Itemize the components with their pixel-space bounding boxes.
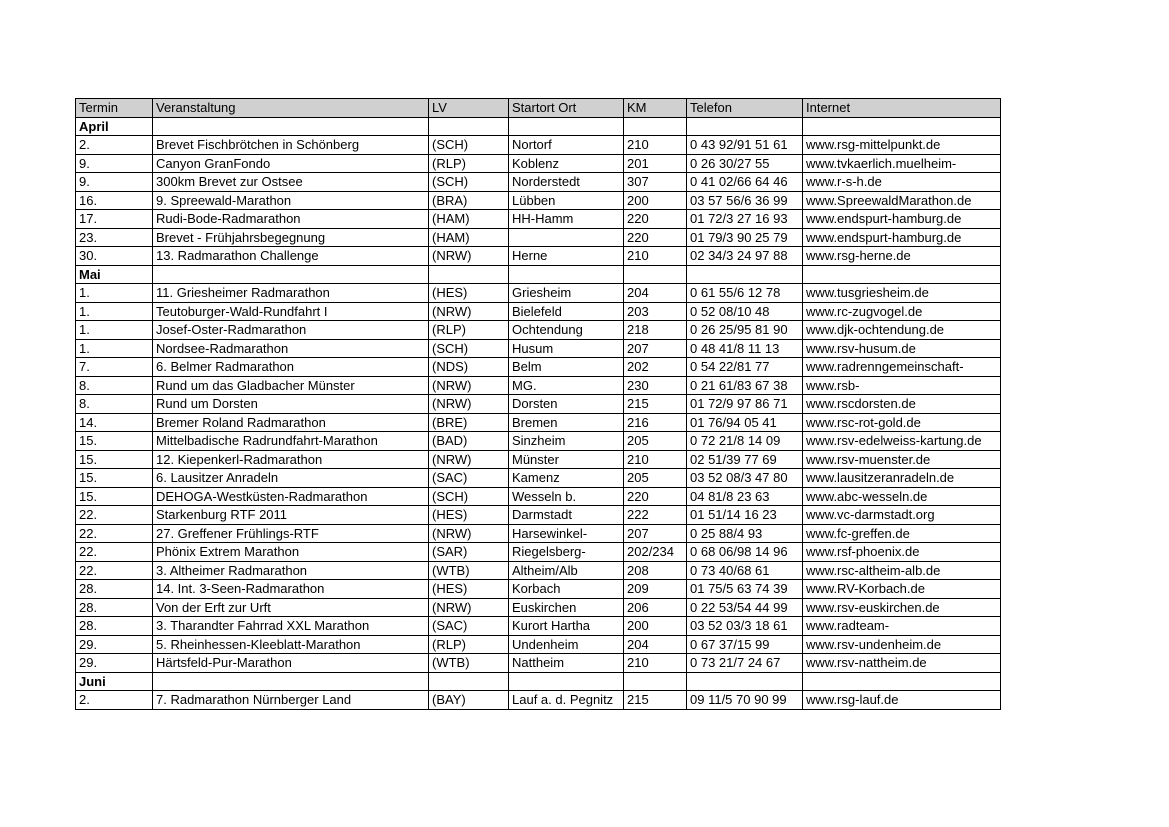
km-cell: 216 xyxy=(624,413,687,432)
telefon-cell: 0 25 88/4 93 xyxy=(687,524,803,543)
internet-cell: www.radteam- xyxy=(803,617,1001,636)
termin-cell: 2. xyxy=(76,691,153,710)
startort-cell: Kamenz xyxy=(509,469,624,488)
internet-cell: www.rsv-euskirchen.de xyxy=(803,598,1001,617)
startort-cell: Lauf a. d. Pegnitz xyxy=(509,691,624,710)
telefon-cell: 0 43 92/91 51 61 xyxy=(687,136,803,155)
startort-cell: Harsewinkel- xyxy=(509,524,624,543)
km-cell: 210 xyxy=(624,450,687,469)
startort-cell: Bremen xyxy=(509,413,624,432)
empty-cell xyxy=(429,117,509,136)
table-row xyxy=(76,228,1001,247)
internet-cell: www.vc-darmstadt.org xyxy=(803,506,1001,525)
telefon-cell: 0 68 06/98 14 96 xyxy=(687,543,803,562)
km-cell: 210 xyxy=(624,654,687,673)
veranstaltung-cell: 3. Altheimer Radmarathon xyxy=(153,561,429,580)
lv-cell: (BAD) xyxy=(429,432,509,451)
termin-cell: 14. xyxy=(76,413,153,432)
veranstaltung-cell: 3. Tharandter Fahrrad XXL Marathon xyxy=(153,617,429,636)
km-cell: 230 xyxy=(624,376,687,395)
lv-cell: (NRW) xyxy=(429,247,509,266)
column-header-km: KM xyxy=(624,99,687,118)
telefon-cell: 0 67 37/15 99 xyxy=(687,635,803,654)
lv-cell: (NDS) xyxy=(429,358,509,377)
startort-cell: Wesseln b. xyxy=(509,487,624,506)
veranstaltung-cell: Rund um das Gladbacher Münster xyxy=(153,376,429,395)
veranstaltung-cell: Rudi-Bode-Radmarathon xyxy=(153,210,429,229)
termin-cell: 22. xyxy=(76,543,153,562)
internet-cell: www.rsg-herne.de xyxy=(803,247,1001,266)
internet-cell: www.tusgriesheim.de xyxy=(803,284,1001,303)
table-row xyxy=(76,247,1001,266)
termin-cell: 15. xyxy=(76,487,153,506)
telefon-cell: 01 72/3 27 16 93 xyxy=(687,210,803,229)
telefon-cell: 0 48 41/8 11 13 xyxy=(687,339,803,358)
internet-cell: www.rsv-edelweiss-kartung.de xyxy=(803,432,1001,451)
telefon-cell: 0 22 53/54 44 99 xyxy=(687,598,803,617)
internet-cell: www.tvkaerlich.muelheim- xyxy=(803,154,1001,173)
telefon-cell: 02 34/3 24 97 88 xyxy=(687,247,803,266)
telefon-cell: 0 41 02/66 64 46 xyxy=(687,173,803,192)
termin-cell: 22. xyxy=(76,506,153,525)
startort-cell: Darmstadt xyxy=(509,506,624,525)
termin-cell: 30. xyxy=(76,247,153,266)
lv-cell: (RLP) xyxy=(429,635,509,654)
month-label: April xyxy=(76,117,153,136)
internet-cell: www.rsg-lauf.de xyxy=(803,691,1001,710)
startort-cell: MG. xyxy=(509,376,624,395)
startort-cell: Sinzheim xyxy=(509,432,624,451)
internet-cell: www.rsf-phoenix.de xyxy=(803,543,1001,562)
startort-cell: Nattheim xyxy=(509,654,624,673)
internet-cell: www.rsv-husum.de xyxy=(803,339,1001,358)
km-cell: 220 xyxy=(624,228,687,247)
lv-cell: (NRW) xyxy=(429,395,509,414)
table-body xyxy=(76,117,1001,709)
termin-cell: 28. xyxy=(76,598,153,617)
termin-cell: 23. xyxy=(76,228,153,247)
veranstaltung-cell: Canyon GranFondo xyxy=(153,154,429,173)
telefon-cell: 0 21 61/83 67 38 xyxy=(687,376,803,395)
table-row xyxy=(76,598,1001,617)
empty-cell xyxy=(509,672,624,691)
table-row xyxy=(76,191,1001,210)
lv-cell: (SCH) xyxy=(429,339,509,358)
telefon-cell: 01 72/9 97 86 71 xyxy=(687,395,803,414)
termin-cell: 8. xyxy=(76,395,153,414)
lv-cell: (BRA) xyxy=(429,191,509,210)
veranstaltung-cell: 6. Belmer Radmarathon xyxy=(153,358,429,377)
table-row xyxy=(76,376,1001,395)
empty-cell xyxy=(803,117,1001,136)
km-cell: 205 xyxy=(624,469,687,488)
lv-cell: (HAM) xyxy=(429,228,509,247)
startort-cell: Belm xyxy=(509,358,624,377)
table-row xyxy=(76,302,1001,321)
termin-cell: 29. xyxy=(76,635,153,654)
termin-cell: 7. xyxy=(76,358,153,377)
startort-cell: Husum xyxy=(509,339,624,358)
veranstaltung-cell: Brevet - Frühjahrsbegegnung xyxy=(153,228,429,247)
internet-cell: www.rsc-rot-gold.de xyxy=(803,413,1001,432)
table-row xyxy=(76,413,1001,432)
internet-cell: www.rsv-muenster.de xyxy=(803,450,1001,469)
veranstaltung-cell: 7. Radmarathon Nürnberger Land xyxy=(153,691,429,710)
startort-cell: Riegelsberg- xyxy=(509,543,624,562)
km-cell: 204 xyxy=(624,284,687,303)
startort-cell: Undenheim xyxy=(509,635,624,654)
termin-cell: 15. xyxy=(76,450,153,469)
internet-cell: www.rsb- xyxy=(803,376,1001,395)
table-row xyxy=(76,506,1001,525)
km-cell: 210 xyxy=(624,136,687,155)
termin-cell: 2. xyxy=(76,136,153,155)
table-row xyxy=(76,617,1001,636)
internet-cell: www.fc-greffen.de xyxy=(803,524,1001,543)
veranstaltung-cell: Josef-Oster-Radmarathon xyxy=(153,321,429,340)
veranstaltung-cell: 6. Lausitzer Anradeln xyxy=(153,469,429,488)
internet-cell: www.RV-Korbach.de xyxy=(803,580,1001,599)
veranstaltung-cell: 5. Rheinhessen-Kleeblatt-Marathon xyxy=(153,635,429,654)
internet-cell: www.radrenngemeinschaft- xyxy=(803,358,1001,377)
table-row xyxy=(76,450,1001,469)
empty-cell xyxy=(429,265,509,284)
lv-cell: (WTB) xyxy=(429,561,509,580)
telefon-cell: 01 51/14 16 23 xyxy=(687,506,803,525)
telefon-cell: 0 54 22/81 77 xyxy=(687,358,803,377)
termin-cell: 29. xyxy=(76,654,153,673)
termin-cell: 22. xyxy=(76,561,153,580)
km-cell: 200 xyxy=(624,191,687,210)
km-cell: 202/234 xyxy=(624,543,687,562)
internet-cell: www.r-s-h.de xyxy=(803,173,1001,192)
internet-cell: www.rsv-undenheim.de xyxy=(803,635,1001,654)
table-header-row xyxy=(76,99,1001,118)
table-row xyxy=(76,154,1001,173)
empty-cell xyxy=(803,672,1001,691)
km-cell: 203 xyxy=(624,302,687,321)
termin-cell: 28. xyxy=(76,617,153,636)
termin-cell: 1. xyxy=(76,321,153,340)
table-row xyxy=(76,635,1001,654)
veranstaltung-cell: Brevet Fischbrötchen in Schönberg xyxy=(153,136,429,155)
veranstaltung-cell: 300km Brevet zur Ostsee xyxy=(153,173,429,192)
lv-cell: (SAC) xyxy=(429,617,509,636)
startort-cell: Münster xyxy=(509,450,624,469)
table-row xyxy=(76,580,1001,599)
lv-cell: (BRE) xyxy=(429,413,509,432)
empty-cell xyxy=(624,672,687,691)
internet-cell: www.rsc-altheim-alb.de xyxy=(803,561,1001,580)
month-label: Juni xyxy=(76,672,153,691)
empty-cell xyxy=(429,672,509,691)
lv-cell: (HES) xyxy=(429,580,509,599)
veranstaltung-cell: Mittelbadische Radrundfahrt-Marathon xyxy=(153,432,429,451)
table-row xyxy=(76,173,1001,192)
km-cell: 307 xyxy=(624,173,687,192)
month-header-row xyxy=(76,672,1001,691)
km-cell: 210 xyxy=(624,247,687,266)
telefon-cell: 03 52 03/3 18 61 xyxy=(687,617,803,636)
veranstaltung-cell: Teutoburger-Wald-Rundfahrt I xyxy=(153,302,429,321)
telefon-cell: 0 52 08/10 48 xyxy=(687,302,803,321)
termin-cell: 1. xyxy=(76,339,153,358)
lv-cell: (BAY) xyxy=(429,691,509,710)
veranstaltung-cell: 11. Griesheimer Radmarathon xyxy=(153,284,429,303)
termin-cell: 15. xyxy=(76,469,153,488)
telefon-cell: 0 26 25/95 81 90 xyxy=(687,321,803,340)
lv-cell: (NRW) xyxy=(429,376,509,395)
telefon-cell: 0 72 21/8 14 09 xyxy=(687,432,803,451)
empty-cell xyxy=(153,265,429,284)
lv-cell: (HAM) xyxy=(429,210,509,229)
km-cell: 215 xyxy=(624,395,687,414)
lv-cell: (HES) xyxy=(429,284,509,303)
table-row xyxy=(76,469,1001,488)
startort-cell: Lübben xyxy=(509,191,624,210)
empty-cell xyxy=(509,117,624,136)
table-row xyxy=(76,395,1001,414)
km-cell: 207 xyxy=(624,524,687,543)
termin-cell: 15. xyxy=(76,432,153,451)
event-table xyxy=(75,98,1001,710)
startort-cell: Koblenz xyxy=(509,154,624,173)
month-header-row xyxy=(76,117,1001,136)
table-row xyxy=(76,691,1001,710)
column-header-startort: Startort Ort xyxy=(509,99,624,118)
column-header-termin: Termin xyxy=(76,99,153,118)
table-row xyxy=(76,543,1001,562)
table-row xyxy=(76,284,1001,303)
lv-cell: (NRW) xyxy=(429,598,509,617)
veranstaltung-cell: Starkenburg RTF 2011 xyxy=(153,506,429,525)
table-row xyxy=(76,136,1001,155)
km-cell: 206 xyxy=(624,598,687,617)
internet-cell: www.rsv-nattheim.de xyxy=(803,654,1001,673)
termin-cell: 1. xyxy=(76,284,153,303)
km-cell: 220 xyxy=(624,487,687,506)
startort-cell: Norderstedt xyxy=(509,173,624,192)
telefon-cell: 02 51/39 77 69 xyxy=(687,450,803,469)
startort-cell: Nortorf xyxy=(509,136,624,155)
lv-cell: (SAC) xyxy=(429,469,509,488)
veranstaltung-cell: DEHOGA-Westküsten-Radmarathon xyxy=(153,487,429,506)
table-row xyxy=(76,321,1001,340)
termin-cell: 1. xyxy=(76,302,153,321)
internet-cell: www.endspurt-hamburg.de xyxy=(803,228,1001,247)
internet-cell: www.rsg-mittelpunkt.de xyxy=(803,136,1001,155)
internet-cell: www.lausitzeranradeln.de xyxy=(803,469,1001,488)
veranstaltung-cell: Härtsfeld-Pur-Marathon xyxy=(153,654,429,673)
veranstaltung-cell: 27. Greffener Frühlings-RTF xyxy=(153,524,429,543)
lv-cell: (SCH) xyxy=(429,136,509,155)
veranstaltung-cell: Nordsee-Radmarathon xyxy=(153,339,429,358)
lv-cell: (NRW) xyxy=(429,302,509,321)
km-cell: 202 xyxy=(624,358,687,377)
telefon-cell: 0 26 30/27 55 xyxy=(687,154,803,173)
column-header-lv: LV xyxy=(429,99,509,118)
startort-cell: Korbach xyxy=(509,580,624,599)
termin-cell: 28. xyxy=(76,580,153,599)
km-cell: 204 xyxy=(624,635,687,654)
termin-cell: 9. xyxy=(76,173,153,192)
table-row xyxy=(76,654,1001,673)
lv-cell: (RLP) xyxy=(429,321,509,340)
column-header-veranstaltung: Veranstaltung xyxy=(153,99,429,118)
empty-cell xyxy=(624,117,687,136)
termin-cell: 9. xyxy=(76,154,153,173)
startort-cell: HH-Hamm xyxy=(509,210,624,229)
veranstaltung-cell: 12. Kiepenkerl-Radmarathon xyxy=(153,450,429,469)
termin-cell: 8. xyxy=(76,376,153,395)
startort-cell: Griesheim xyxy=(509,284,624,303)
termin-cell: 22. xyxy=(76,524,153,543)
veranstaltung-cell: Bremer Roland Radmarathon xyxy=(153,413,429,432)
table-row xyxy=(76,561,1001,580)
empty-cell xyxy=(509,265,624,284)
empty-cell xyxy=(687,265,803,284)
km-cell: 215 xyxy=(624,691,687,710)
table-row xyxy=(76,432,1001,451)
lv-cell: (SCH) xyxy=(429,487,509,506)
km-cell: 220 xyxy=(624,210,687,229)
startort-cell: Euskirchen xyxy=(509,598,624,617)
telefon-cell: 04 81/8 23 63 xyxy=(687,487,803,506)
veranstaltung-cell: 14. Int. 3-Seen-Radmarathon xyxy=(153,580,429,599)
km-cell: 201 xyxy=(624,154,687,173)
telefon-cell: 01 75/5 63 74 39 xyxy=(687,580,803,599)
veranstaltung-cell: Von der Erft zur Urft xyxy=(153,598,429,617)
empty-cell xyxy=(687,117,803,136)
km-cell: 208 xyxy=(624,561,687,580)
km-cell: 200 xyxy=(624,617,687,636)
lv-cell: (NRW) xyxy=(429,450,509,469)
empty-cell xyxy=(624,265,687,284)
startort-cell: Kurort Hartha xyxy=(509,617,624,636)
table-row xyxy=(76,524,1001,543)
termin-cell: 17. xyxy=(76,210,153,229)
empty-cell xyxy=(153,117,429,136)
veranstaltung-cell: Rund um Dorsten xyxy=(153,395,429,414)
lv-cell: (WTB) xyxy=(429,654,509,673)
month-label: Mai xyxy=(76,265,153,284)
telefon-cell: 03 57 56/6 36 99 xyxy=(687,191,803,210)
startort-cell: Bielefeld xyxy=(509,302,624,321)
internet-cell: www.rc-zugvogel.de xyxy=(803,302,1001,321)
telefon-cell: 01 76/94 05 41 xyxy=(687,413,803,432)
startort-cell: Ochtendung xyxy=(509,321,624,340)
empty-cell xyxy=(803,265,1001,284)
empty-cell xyxy=(687,672,803,691)
table-row xyxy=(76,210,1001,229)
table-row xyxy=(76,358,1001,377)
startort-cell: Herne xyxy=(509,247,624,266)
internet-cell: www.endspurt-hamburg.de xyxy=(803,210,1001,229)
lv-cell: (HES) xyxy=(429,506,509,525)
empty-cell xyxy=(153,672,429,691)
startort-cell xyxy=(509,228,624,247)
km-cell: 205 xyxy=(624,432,687,451)
lv-cell: (SAR) xyxy=(429,543,509,562)
telefon-cell: 01 79/3 90 25 79 xyxy=(687,228,803,247)
startort-cell: Dorsten xyxy=(509,395,624,414)
termin-cell: 16. xyxy=(76,191,153,210)
internet-cell: www.abc-wesseln.de xyxy=(803,487,1001,506)
column-header-telefon: Telefon xyxy=(687,99,803,118)
table-row xyxy=(76,487,1001,506)
km-cell: 218 xyxy=(624,321,687,340)
internet-cell: www.rscdorsten.de xyxy=(803,395,1001,414)
telefon-cell: 0 73 40/68 61 xyxy=(687,561,803,580)
lv-cell: (SCH) xyxy=(429,173,509,192)
telefon-cell: 09 11/5 70 90 99 xyxy=(687,691,803,710)
internet-cell: www.djk-ochtendung.de xyxy=(803,321,1001,340)
km-cell: 207 xyxy=(624,339,687,358)
internet-cell: www.SpreewaldMarathon.de xyxy=(803,191,1001,210)
veranstaltung-cell: 13. Radmarathon Challenge xyxy=(153,247,429,266)
lv-cell: (NRW) xyxy=(429,524,509,543)
veranstaltung-cell: Phönix Extrem Marathon xyxy=(153,543,429,562)
veranstaltung-cell: 9. Spreewald-Marathon xyxy=(153,191,429,210)
column-header-internet: Internet xyxy=(803,99,1001,118)
table-row xyxy=(76,339,1001,358)
startort-cell: Altheim/Alb xyxy=(509,561,624,580)
km-cell: 222 xyxy=(624,506,687,525)
telefon-cell: 0 73 21/7 24 67 xyxy=(687,654,803,673)
lv-cell: (RLP) xyxy=(429,154,509,173)
km-cell: 209 xyxy=(624,580,687,599)
telefon-cell: 03 52 08/3 47 80 xyxy=(687,469,803,488)
month-header-row xyxy=(76,265,1001,284)
telefon-cell: 0 61 55/6 12 78 xyxy=(687,284,803,303)
